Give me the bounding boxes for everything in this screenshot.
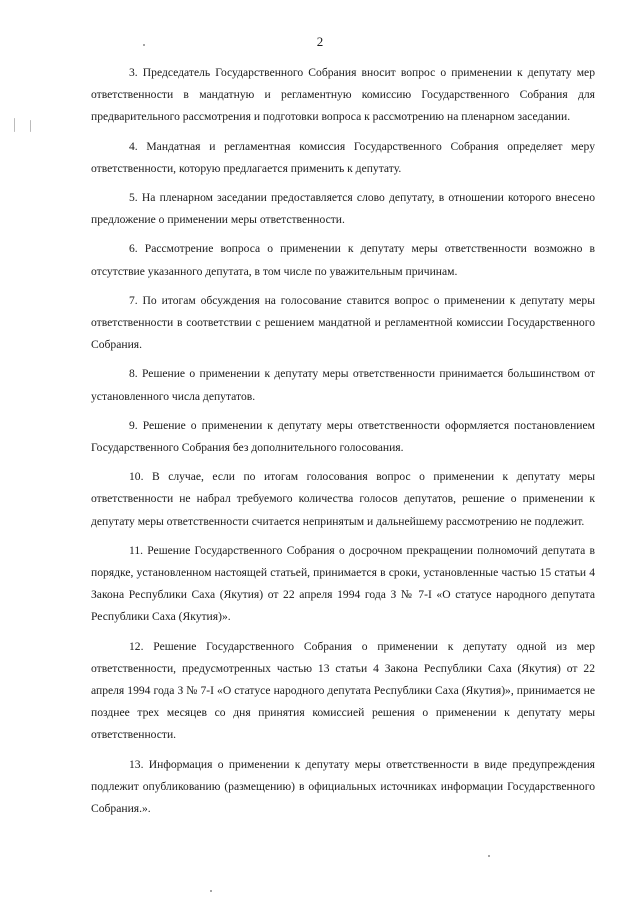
paragraph-10: 10. В случае, если по итогам голосования вопрос о применении к депутату меры ответственности не набрал требуемого количества голосов депутатов, решение о применении к депутату меры ответственности считается непринятым и дальнейшему рассмотрению не подлежит. xyxy=(91,470,595,528)
paragraph-3: 3. Председатель Государственного Собрания вносит вопрос о применении к депутату мер ответственности в мандатную и регламентную комиссию Государственного Собрания для предварительного рассмотрения и подготовки вопроса к рассмотрению на пленарном заседании. xyxy=(91,66,595,124)
scan-speck xyxy=(30,120,31,132)
paragraph-5: 5. На пленарном заседании предоставляется слово депутату, в отношении которого внесено предложение о применении меры ответственности. xyxy=(91,191,595,227)
paragraph-9: 9. Решение о применении к депутату меры ответственности оформляется постановлением Государственного Собрания без дополнительного голосования. xyxy=(91,418,595,455)
scan-speck xyxy=(488,855,490,857)
paragraph-12: 12. Решение Государственного Собрания о применении к депутату одной из мер ответственности, предусмотренных частью 13 статьи 4 Закона Республики Саха (Якутия) от 22 апреля 1994 года З № 7-I «О статусе народного депутата Республики Саха (Якутия)», принимается не позднее трех месяцев со дня принятия комиссией решения о применении к депутату меры ответственности. xyxy=(91,639,595,742)
paragraph-13: 13. Информация о применении к депутату меры ответственности в виде предупреждения подлежит опубликованию (размещению) в официальных источниках информации Государственного Собрания.». xyxy=(91,757,595,816)
scan-speck xyxy=(14,118,15,132)
paragraph-6: 6. Рассмотрение вопроса о применении к депутату меры ответственности возможно в отсутствие указанного депутата, в том числе по уважительным причинам. xyxy=(91,242,595,278)
paragraph-4: 4. Мандатная и регламентная комиссия Государственного Собрания определяет меру ответственности, которую предлагается применить к депутату. xyxy=(91,139,595,175)
document-body xyxy=(91,62,595,827)
page-number: 2 xyxy=(316,34,324,49)
scan-speck xyxy=(210,890,212,892)
paragraph-11: 11. Решение Государственного Собрания о досрочном прекращении полномочий депутата в порядке, установленном настоящей статьей, принимается в сроки, установленные частью 15 статьи 4 Закона Республики Саха (Якутия) от 22 апреля 1994 года З № 7-I «О статусе народного депутата Республики Саха (Якутия)». xyxy=(91,543,595,624)
paragraph-8: 8. Решение о применении к депутату меры ответственности принимается большинством от установленного числа депутатов. xyxy=(91,367,595,403)
paragraph-7: 7. По итогам обсуждения на голосование ставится вопрос о применении к депутату меры ответственности в соответствии с решением мандатной и регламентной комиссии Государственного Собрания. xyxy=(91,293,595,352)
scan-speck xyxy=(143,44,145,46)
